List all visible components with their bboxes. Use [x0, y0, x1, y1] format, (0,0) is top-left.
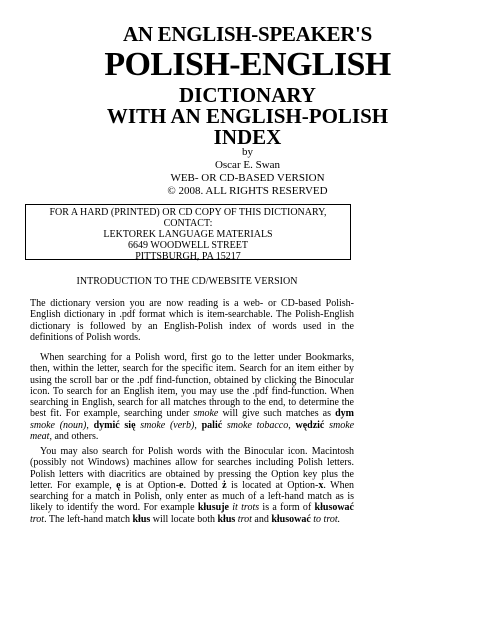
p3-klusuje: kłusuje — [197, 502, 229, 514]
version-label: WEB- OR CD-BASED VERSION — [170, 172, 325, 184]
p3-text-i: and — [251, 513, 272, 525]
p3-klusuje-gloss: it trots — [232, 502, 260, 514]
title-line-4: WITH AN ENGLISH-POLISH — [106, 104, 389, 128]
p3-z-dot: ż — [222, 479, 227, 491]
p2-sep1: , — [86, 419, 94, 431]
p3-text-f: is a form of — [259, 502, 315, 514]
p3-text-c: . Dotted — [183, 479, 223, 491]
author-name: Oscar E. Swan — [214, 159, 281, 171]
p3-e: e — [179, 479, 184, 491]
p2-wedzic: wędzić — [295, 419, 325, 431]
p3-x: x — [318, 479, 324, 491]
title-line-3: DICTIONARY — [179, 83, 316, 107]
p2-text-c: , and others. — [49, 431, 99, 443]
p3-klus-gloss: trot — [237, 513, 252, 525]
p2-sep2: , — [194, 419, 202, 431]
p3-klus-1: kłus — [132, 513, 151, 525]
contact-line-3: LEKTOREK LANGUAGE MATERIALS — [103, 229, 273, 240]
p3-klusowac: kłusować — [314, 502, 354, 514]
p3-text-h: will locate both — [150, 513, 218, 525]
p3-text-g: . The left-hand match — [44, 513, 133, 525]
intro-paragraph-3 — [30, 446, 354, 525]
p2-dymic-sie: dymić się — [93, 419, 136, 431]
title-line-5: INDEX — [213, 125, 282, 149]
author-block — [0, 146, 495, 198]
contact-line-2: CONTACT: — [163, 218, 213, 229]
p3-e-ogonek: ę — [116, 479, 121, 491]
copyright-notice: © 2008. ALL RIGHTS RESERVED — [167, 185, 328, 197]
contact-line-4: 6649 WOODWELL STREET — [128, 240, 248, 251]
p3-text-e: . When searching for a match in Polish, only enter as much of a left-hand match as is likely to identify the word. For example — [30, 479, 355, 514]
intro-paragraph-1 — [30, 298, 354, 343]
p3-text-b: is at Option- — [120, 479, 180, 491]
p2-dymic-gloss: smoke (verb) — [140, 419, 195, 431]
p3-klus-2: kłus — [217, 513, 236, 525]
p2-wedzic-gloss: smoke meat — [30, 419, 355, 443]
p3-text-a: You may also search for Polish words with the Binocular icon. Macintosh (possibly not Windows) machines allow for searches including Polish letters. Polish letters with diacritics are obtained by pressing the Option key plus the letter. For example, — [30, 446, 354, 491]
title-line-1: AN ENGLISH-SPEAKER'S — [123, 22, 372, 46]
p2-text-a: When searching for a Polish word, first go to the letter under Bookmarks, then, within the letter, search for the specific item. Search for an item either by using the scroll bar or the .pdf find-function, obtained by clicking the Binocular icon. To search for an English item, you may use the .pdf find-function. When searching in English, search for all matches through to the end, to determine the best fit. For example, searching under — [30, 352, 354, 420]
p2-smoke: smoke — [193, 408, 219, 420]
title-line-2: POLISH-ENGLISH — [104, 46, 391, 83]
p1-text: The dictionary version you are now reading is a web- or CD-based Polish-English dictionary in .pdf format which is item-searchable. The Polish-English dictionary is followed by an English-Polish index of words used in the definitions of Polish words. — [30, 298, 354, 343]
intro-paragraph-2 — [30, 352, 354, 442]
p2-sep3: , — [288, 419, 296, 431]
p3-klusowac-gloss: trot — [30, 513, 45, 525]
p2-dym: dym — [335, 408, 355, 420]
p3-klusowac-2: kłusować — [271, 513, 311, 525]
p2-palic: palić — [201, 419, 223, 431]
intro-heading: INTRODUCTION TO THE CD/WEBSITE VERSION — [76, 276, 298, 287]
contact-line-5: PITTSBURGH, PA 15217 — [135, 251, 241, 262]
p2-dym-gloss: smoke (noun) — [30, 419, 87, 431]
by-label: by — [242, 146, 253, 158]
p3-text-d: is located at Option- — [226, 479, 319, 491]
p3-klusowac2-gloss: to trot. — [313, 513, 341, 525]
p2-text-b: will give such matches as — [218, 408, 336, 420]
p2-palic-gloss: smoke tobacco — [226, 419, 289, 431]
contact-box — [25, 204, 351, 260]
contact-line-1: FOR A HARD (PRINTED) OR CD COPY OF THIS DICTIONARY, — [49, 207, 327, 218]
